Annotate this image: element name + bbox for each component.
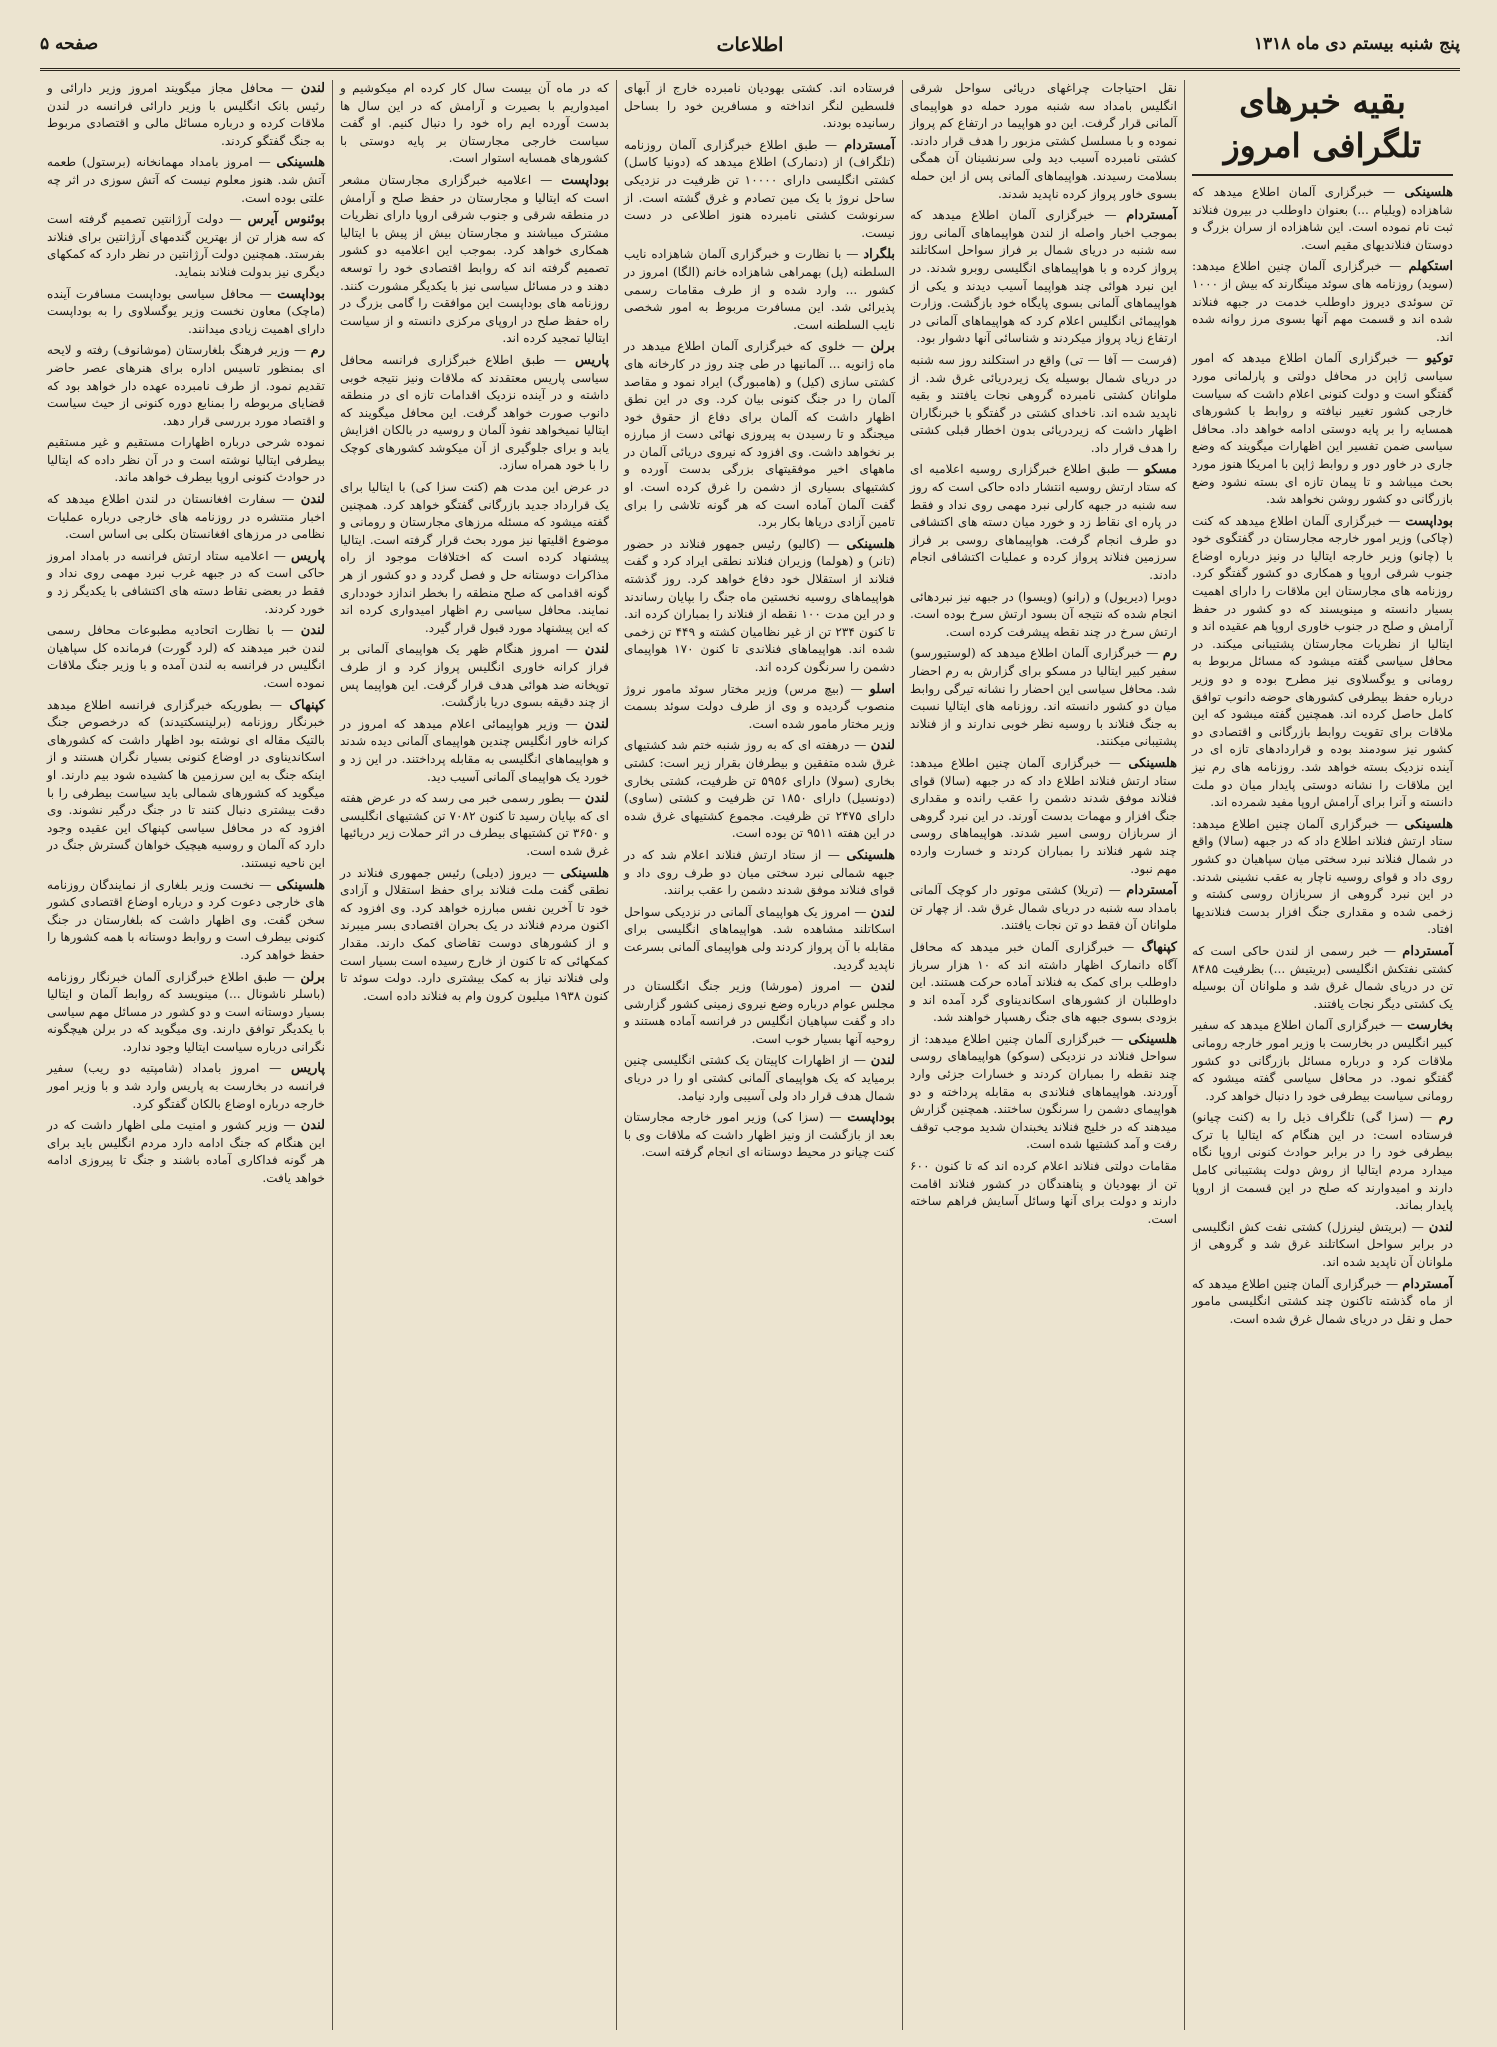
news-text: — وزیر کشور و امنیت ملی اظهار داشت که در این هنگام که جنگ ادامه دارد مردم انگلیس باید برای هر گونه فداکاری آماده باشند و جنگ تا پیروزی ادامه خواهد یافت. [47, 1118, 325, 1186]
news-dateline: آمستردام [1402, 1276, 1454, 1292]
news-text: — خبرگزاری آلمان چنین اطلاع میدهد: (سوید) روزنامه های سوئد مینگارند که بیش از ۱۰۰۰ تن سوئدی دیروز داوطلب خدمت در جبهه فنلاند شده اند و قسمت مهم آنها بسوی مرز روانه شده اند. [1191, 259, 1453, 344]
news-item [340, 641, 609, 711]
news-dateline: هلسینکی [1404, 185, 1453, 200]
news-item [910, 80, 1177, 203]
news-dateline: بخارست [1407, 1018, 1454, 1034]
paper-name: اطلاعات [716, 34, 784, 56]
news-item [340, 865, 609, 1006]
news-dateline: بوداپست [1405, 513, 1454, 529]
news-item [624, 137, 895, 243]
news-item [910, 939, 1177, 1027]
news-text: — طبق اطلاع خبرگزاری آلمان روزنامه (تلگراف) از (دنمارک) اطلاع میدهد که (دونیا کاسل) کشتی انگلیسی دارای ۱۰۰۰۰ تن ظرفیت در نزدیکی ساحل نروژ با یک مین تصادم و غرق گشته است. از سرنوشت کشتی نامبرده هنوز اطلاعی در دست نیست. [624, 137, 895, 240]
news-dateline: آمستردام [1126, 883, 1178, 899]
news-text: — سفارت افغانستان در لندن اطلاع میدهد که اخبار منتشره در روزنامه های خارجی درباره عملیات نظامی در مرزهای افغانستان بکلی بی اساس است. [47, 492, 325, 542]
news-dateline: هلسینکی [276, 877, 326, 893]
news-text: (فرست — آفا — تی) واقع در استکلند روز سه شنبه در دریای شمال بوسیله یک زیردریائی غرق شد. از ملوانان کشتی نامبرده گروهی نجات یافتند و بقیه ناپدید شده اند. ناخدای کشتی در گفتگو با خبرنگاران اظهار داشت که زیردریائی بدون اخطار قبلی کشتی را هدف قرار داد. [910, 352, 1177, 455]
news-text: — خلوی که خبرگزاری آلمان اطلاع میدهد در ماه ژانویه ... آلمانیها در طی چند روز در کارخانه های کشتی سازی (کیل) و (هامبورگ) ایراد نمود و مقاصد آلمان را در جنگ کنونی بیان کرد. وی در این نطق اظهار داشت که آلمان برای دفاع از حقوق خود میجنگد و تا رسیدن به پیروزی نهائی دست از مبارزه بر نخواهد داشت. وی افزود که نیروی دریائی آلمان در ماههای اخیر موفقیتهای بزرگی بدست آورده و کشتیهای بسیاری از دشمن را غرق کرده است. او گفت آلمان آماده است که هر گونه تلاشی را برای تامین آزادی دریاها بکار برد. [624, 339, 895, 530]
news-item [910, 1031, 1177, 1154]
news-column [902, 80, 1184, 2030]
news-item [47, 434, 325, 487]
news-item [910, 207, 1177, 348]
news-column [1184, 80, 1460, 2030]
news-text: — خبرگزاری آلمان اطلاع میدهد که شاهزاده (ویلیام ...) بعنوان داوطلب در بیرون فنلاند ثبت نام نموده است. این شاهزاده از سران بزرگ و دوستان فنلاندیهای مقیم است. [1192, 185, 1453, 252]
news-item [910, 461, 1177, 584]
news-item [624, 338, 895, 532]
news-item [47, 622, 325, 692]
news-dateline: بوئنوس آیرس [247, 212, 325, 228]
news-dateline: آمستردام [1126, 208, 1178, 224]
news-dateline: استکهلم [1408, 259, 1453, 275]
news-item [624, 80, 895, 133]
masthead [40, 28, 1460, 71]
news-dateline: بوداپست [277, 286, 325, 302]
news-dateline: هلسینکی [846, 847, 896, 863]
news-item [47, 1060, 325, 1113]
news-text: — امروز بامداد (شامپتیه دو ریب) سفیر فرانسه در بخارست به پاریس وارد شد و با وزیر امور خارجه درباره اوضاع بالکان گفتگو کرد. [47, 1061, 325, 1111]
news-dateline: کپنهاک [289, 697, 325, 713]
news-item [47, 877, 325, 965]
news-dateline: لندن [300, 623, 325, 639]
news-text: — وزیر فرهنگ بلغارستان (موشانوف) رفته و لایحه ای بمنظور تاسیس اداره برای هنرهای عصر حاضر تقدیم نمود. از طرف نامبرده عهده دار خواهد بود که قضایای مربوطه را بمنابع دوره کنونی از حیث سیاست و اقتصاد مورد بررسی قرار دهد. [47, 343, 325, 428]
news-text: — امروز یک هواپیمای آلمانی در نزدیکی سواحل اسکاتلند مشاهده شد. هواپیماهای انگلیسی برای مقابله با آن پرواز کردند ولی هواپیمای آلمانی بسرعت ناپدید گردید. [624, 904, 895, 972]
news-text: — از ستاد ارتش فنلاند اعلام شد که در جبهه شمالی نبرد سختی میان دو طرف روی داد و قوای فنلاند موفق شدند دشمن را عقب برانند. [624, 847, 895, 898]
news-text: — خبرگزاری آلمان چنین اطلاع میدهد: ستاد ارتش فنلاند اطلاع داد که در جبهه (سالا) قوای فنلاند موفق شدند دشمن را عقب رانده و مقداری جنگ افزار و مهمات بدست آورند. در این نبرد گروهی از سربازان روسی اسیر شدند. هواپیماهای روسی چند شهر فنلاند را بمباران کردند و خسارت وارده مهم نبود. [910, 755, 1177, 876]
news-item [340, 172, 609, 348]
news-item [340, 80, 609, 168]
section-banner: بقیه خبرهای تلگرافی امروز [1192, 80, 1453, 176]
news-dateline: هلسینکی [276, 155, 325, 171]
news-dateline: لندن [584, 642, 610, 658]
news-dateline: لندن [870, 979, 895, 995]
news-item [624, 847, 895, 900]
news-item [624, 1109, 895, 1162]
news-item [1192, 513, 1453, 812]
news-item [47, 1117, 325, 1187]
news-text: — نخست وزیر بلغاری از نمایندگان روزنامه های خارجی دعوت کرد و درباره اوضاع اقتصادی کشور سخن گفت. وی اظهار داشت که بلغارستان در جنگ کنونی بیطرف است و روابط دوستانه با همه کشورها را حفظ خواهد کرد. [47, 877, 325, 962]
news-text: — خبرگزاری آلمان اطلاع میدهد که سفیر کبیر انگلیس در بخارست با وزیر امور خارجه رومانی ملاقات کرد و درباره مسائل بازرگانی دو کشور گفتگو نمود. در محافل سیاسی گفته میشود که رومانی سیاست بیطرفی خود را دنبال خواهد کرد. [1192, 1018, 1453, 1103]
news-item [47, 969, 325, 1057]
news-text: نموده شرحی درباره اظهارات مستقیم و غیر مستقیم بیطرفی ایتالیا نوشته است و در آن نظر داده که ایتالیا در حوادث کنونی اروپا بیطرف خواهد ماند. [47, 435, 325, 485]
news-text: — اعلامیه ستاد ارتش فرانسه در بامداد امروز حاکی است که در جبهه غرب نبرد مهمی روی نداد و فقط در بعضی نقاط دسته های اکتشافی با یکدیگر زد و خورد کردند. [47, 548, 325, 616]
news-dateline: هلسینکی [1128, 755, 1177, 771]
news-text: — خبرگزاری آلمان خبر میدهد که محافل آگاه دانمارک اظهار داشته اند که ۱۰ هزار سرباز داوطلب برای کمک به فنلاند آماده حرکت هستند. این داوطلبان از کشورهای اسکاندیناوی گرد آمده اند و بزودی بسوی جبهه های جنگ رهسپار خواهند شد. [910, 939, 1177, 1025]
news-dateline: کپنهاگ [1141, 939, 1177, 955]
news-item [910, 589, 1177, 642]
news-dateline: آمستردام [844, 137, 895, 153]
news-dateline: پاریس [290, 548, 326, 564]
news-text: — بطور رسمی خبر می رسد که در عرض هفته ای که بپایان رسید تا کنون ۷۰۸۲ تن کشتیهای انگلیسی و ۳۶۵۰ تن کشتیهای بیطرف در اثر حملات زیر دریائیها غرق شده است. [340, 791, 609, 858]
news-item [624, 1052, 895, 1105]
news-text: — خبرگزاری آلمان اطلاع میدهد که (لوستیورسو) سفیر کبیر ایتالیا در مسکو برای گزارش به رم احضار شد. محافل سیاسی این احضار را نشانه تیرگی روابط میان دو کشور دانسته اند. روزنامه های ایتالیا نسبت به جنگ فنلاند با روسیه نظر خوبی ندارند و از فنلاند پشتیبانی میکنند. [910, 646, 1177, 749]
news-text: — خبرگزاری آلمان چنین اطلاع میدهد: از سواحل فنلاند در نزدیکی (سوکو) هواپیماهای روسی چند نقطه را بمباران کردند و خسارات جزئی وارد آوردند. هواپیماهای فنلاندی به مقابله پرداخته و دو هواپیمای دشمن را سرنگون ساختند. همچنین گزارش میدهند که در خلیج فنلاند یخبندان شدید موجب توقف رفت و آمد کشتیها شده است. [910, 1031, 1177, 1152]
news-dateline: لندن [300, 1118, 325, 1134]
news-item [47, 286, 325, 339]
news-text: — خبرگزاری آلمان اطلاع میدهد که کنت (چاکی) وزیر امور خارجه مجارستان در گفتگوی خود با (چانو) وزیر خارجه ایتالیا در ونیز درباره اوضاع جنوب شرقی اروپا و همکاری دو کشور گفتگو کرد. روزنامه های مجارستان این ملاقات را دارای اهمیت بسیار دانسته و مینویسند که دو کشور در حفظ آرامش و صلح در جنوب خاوری اروپا هم عقیده اند و ایتالیا از نظریات مجارستان پشتیبانی میکند. در محافل سیاسی گفته میشود که مسائل مربوط به رومانی و یوگسلاوی نیز مطرح بوده و دو وزیر درباره حفظ بیطرفی کشورهای حوضه دانوب توافق کامل حاصل کرده اند. همچنین گفته میشود که این ملاقات برای تقویت روابط بازرگانی و اقتصادی دو کشور نیز سودمند بوده و قراردادهای تازه ای در آینده نزدیک بسته خواهد شد. روزنامه های رم نیز این ملاقات را نشانه دوستی پایدار میان دو ملت دانسته و آنرا برای آرامش اروپا مفید شمرده اند. [1192, 513, 1453, 810]
news-text: — درهفته ای که به روز شنبه ختم شد کشتیهای غرق شده متفقین و بیطرفان بقرار زیر است: کشتی بخاری (سولا) دارای ۵۹۵۶ تن ظرفیت، کشتی بخاری (دونسیل) دارای ۱۸۵۰ تن ظرفیت و کشتی (ساوی) دارای ۲۴۷۵ تن ظرفیت. مجموع کشتیهای غرق شده در این هفته ۹۵۱۱ تن بوده است. [624, 738, 895, 841]
news-item [1192, 1017, 1453, 1105]
news-text: — (بیچ مرس) وزیر مختار سوئد مامور نروژ منصوب گردیده و وی از طرف دولت سوئد بسمت وزیر مختار مامور شده است. [624, 681, 895, 731]
page-number: صفحه ۵ [40, 34, 99, 54]
news-dateline: رم [1438, 1110, 1453, 1126]
news-item [1192, 816, 1453, 939]
news-dateline: آمستردام [1402, 943, 1453, 959]
news-dateline: پاریس [290, 1061, 326, 1077]
news-text: فرستاده اند. کشتی بهودیان نامبرده خارج از آبهای فلسطین لنگر انداخته و مسافرین خود را بساحل رسانیده بودند. [624, 81, 895, 131]
news-text: نقل احتیاجات چراغهای دریائی سواحل شرقی انگلیس بامداد سه شنبه مورد حمله دو هواپیمای آلمانی قرار گرفت. این دو هواپیما در ارتفاع کم پرواز نموده و با مسلسل کشتی مزبور را هدف قرار دادند. کشتی نامبرده آسیب دید ولی سرنشینان آن همگی بسلامت رسیدند. هواپیماهای آلمانی پس از این حمله بسوی خاور پرواز کرده ناپدید شدند. [910, 81, 1177, 201]
news-text: — (سزا گی) تلگراف ذیل را به (کنت چیانو) فرستاده است: در این هنگام که ایتالیا با ترک بیطرفی خود را در برابر حوادث کنونی اروپا نگاه میدارد مردم ایتالیا از روش دولت پشتیبانی کامل دارند و امیدوارند که صلح در این قسمت از اروپا پایدار بماند. [1192, 1110, 1453, 1213]
news-column [40, 80, 332, 2030]
news-text: — امروز بامداد مهمانخانه (برستول) طعمه آتش شد. هنوز معلوم نیست که آتش سوزی در اثر چه علتی بوده است. [47, 155, 325, 205]
news-text: — خبرگزاری آلمان اطلاع میدهد که بموجب اخبار واصله از لندن هواپیماهای آلمانی روز سه شنبه در دریای شمال بر فراز سواحل اسکاتلند پرواز کرده و با هواپیماهای انگلیسی روبرو شدند. در این نبرد هوائی چند هواپیما آسیب دیدند و یکی از هواپیماهای آلمانی بسوی پایگاه خود بازگشت. وزارت هواپیمائی انگلیس اعلام کرد که هواپیماهای آلمانی در ارتفاع زیاد پرواز میکردند و شناسائی آنها دشوار بود. [910, 208, 1177, 346]
news-text: — خبرگزاری آلمان چنین اطلاع میدهد: ستاد ارتش فنلاند اطلاع داد که در جبهه (سالا) واقع در شمال فنلاند نبرد سختی میان سپاهیان دو کشور روی داد و قوای روسیه ناچار به عقب نشینی شدند. در این نبرد گروهی از سربازان روسی کشته و زخمی شده و مقداری جنگ افزار بدست فنلاندیها افتاد. [1192, 816, 1453, 937]
news-item [624, 904, 895, 974]
news-text: در عرض این مدت هم (کنت سزا کی) با ایتالیا برای یک قرارداد جدید بازرگانی گفتگو خواهد کرد. همچنین گفته میشود که مسئله مرزهای مجارستان و رومانی و موضوع اقلیتها نیز مورد بحث قرار گرفته است. ایتالیا پیشنهاد کرده است که اختلافات موجود از راه مذاکرات دوستانه حل و فصل گردد و دو کشور از هر گونه اقدامی که صلح منطقه را بخطر اندازد خودداری نمایند. محافل سیاسی رم اظهار امیدواری کرده اند که این پیشنهاد مورد قبول قرار گیرد. [340, 480, 609, 635]
news-dateline: برلن [870, 339, 896, 355]
news-text: — طبق اطلاع خبرگزاری فرانسه محافل سیاسی پاریس معتقدند که ملاقات ونیز نتیجه خوبی داشته و در آینده نزدیک اقدامات تازه ای در منطقه دانوب صورت خواهد گرفت. این محافل میگویند که ایتالیا نمیخواهد نفوذ آلمان و روسیه در بالکان افزایش یابد و برای جلوگیری از آن میکوشد کشورهای کوچک را با خود همراه سازد. [340, 352, 609, 473]
news-item [1192, 1276, 1453, 1329]
news-dateline: لندن [1428, 1219, 1454, 1235]
news-dateline: بوداپست [561, 172, 609, 188]
news-dateline: پاریس [574, 352, 609, 368]
news-page [40, 80, 1460, 2030]
news-item [47, 491, 325, 544]
news-text: — طبق اطلاع خبرگزاری روسیه اعلامیه ای که ستاد ارتش روسیه انتشار داده حاکی است که روز سه شنبه در جبهه کارلی نبرد مهمی روی نداد و فقط در پاره ای نقاط زد و خورد میان دسته های اکتشافی دو طرف انجام گرفت. هواپیماهای روسی بر فراز سرزمین فنلاند پرواز کرده و عملیات اکتشافی انجام دادند. [910, 462, 1177, 583]
news-item [624, 246, 895, 334]
news-text: — وزیر هواپیمائی اعلام میدهد که امروز در کرانه خاور انگلیس چندین هواپیمای آلمانی دیده شدند و هواپیماهای انگلیسی به مقابله پرداختند. در این زد و خورد یک هواپیمای آلمانی آسیب دید. [340, 716, 609, 784]
news-text: که در ماه آن بیست سال کار کرده ام میکوشیم و امیدواریم با بصیرت و آرامش که در این سال ها بدست آورده ایم راه خود را دنبال کنیم. او گفت سیاست خارجی مجارستان بر پایه دوستی با کشورهای همسایه استوار است. [340, 81, 609, 166]
news-text: — خبرگزاری آلمان چنین اطلاع میدهد که از ماه گذشته تاکنون چند کشتی انگلیسی مامور حمل و نقل در دریای شمال غرق شده است. [1192, 1276, 1453, 1326]
news-text: — دیروز (دیلی) رئیس جمهوری فنلاند در نطقی گفت ملت فنلاند برای حفظ استقلال و آزادی خود تا آخرین نفس مبارزه خواهد کرد. وی افزود که اکنون مردم فنلاند در یک بحران اقتصادی بسر میبرند و از کشورهای دوست تقاضای کمک دارند. مقدار کمکهائی که تا کنون از خارج رسیده است بسیار است ولی فنلاند نیاز به کمک بیشتری دارد. دولت سوئد تا کنون ۱۹۳۸ میلیون کرون وام به فنلاند داده است. [340, 865, 609, 1003]
news-dateline: برلن [300, 969, 326, 985]
news-item [910, 352, 1177, 458]
news-text: — خبر رسمی از لندن حاکی است که کشتی نفتکش انگلیسی (بریتیش ...) بظرفیت ۸۴۸۵ تن در دریای شمال غرق شد و ملوانان آن بوسیله یک کشتی دیگر نجات یافتند. [1192, 943, 1453, 1011]
news-dateline: لندن [584, 791, 609, 807]
news-item [910, 1158, 1177, 1228]
news-item [1192, 1109, 1453, 1215]
news-item [910, 755, 1177, 878]
news-text: — امروز (مورشا) وزیر جنگ انگلستان در مجلس عوام درباره وضع نیروی زمینی کشور گزارشی داد و گفت سپاهیان انگلیس در فرانسه آماده هستند و روحیه آنها بسیار خوب است. [624, 979, 895, 1046]
news-item [910, 645, 1177, 751]
news-text: — با نظارت و خبرگزاری آلمان شاهزاده نایب السلطنه (پل) بهمراهی شاهزاده خانم (الگا) امروز در کشور ... وارد شده و از طرف مقامات رسمی پذیرائی شد. این مسافرت مربوط به امور شخصی نایب السلطنه است. [624, 247, 895, 332]
news-item [1192, 1219, 1453, 1272]
news-item [624, 681, 895, 734]
news-text: — اعلامیه خبرگزاری مجارستان مشعر است که ایتالیا و مجارستان در حفظ صلح و آرامش در منطقه شرقی و جنوب شرقی اروپا دارای نظریات مشترک میباشند و مجارستان بیش از پیش با ایتالیا همکاری خواهد کرد. بموجب این اعلامیه دو کشور تصمیم گرفته اند که روابط اقتصادی خود را توسعه دهند و در مسائل سیاسی نیز با یکدیگر مشورت کنند. روزنامه های بوداپست این موافقت را گامی بزرگ در راه حفظ صلح در اروپای مرکزی دانسته و از سیاست ایتالیا تمجید کرده اند. [340, 172, 609, 346]
news-item [624, 737, 895, 843]
news-dateline: لندن [584, 716, 609, 732]
news-dateline: رم [1162, 646, 1178, 662]
news-item [1192, 184, 1453, 254]
news-item [624, 978, 895, 1048]
news-text: — (سزا کی) وزیر امور خارجه مجارستان بعد از بازگشت از ونیز اظهار داشت که ملاقات وی با کنت چیانو در محیط دوستانه ای انجام گرفته است. [624, 1110, 895, 1160]
news-dateline: لندن [300, 492, 325, 508]
news-item [624, 536, 895, 677]
news-item [1192, 350, 1453, 508]
news-column [332, 80, 616, 2030]
news-item [910, 882, 1177, 935]
news-text: — با نظارت اتحادیه مطبوعات محافل رسمی لندن خبر میدهند که (لرد گورت) فرمانده کل سپاهیان انگلیس در فرانسه به لندن آمده و با وزیر جنگ ملاقات نموده است. [47, 623, 325, 690]
news-text: — محافل مجاز میگویند امروز وزیر دارائی و رئیس بانک انگلیس با وزیر دارائی فرانسه در لندن ملاقات کرده و درباره مسائل مالی و اقتصادی مربوط به جنگ گفتگو کردند. [47, 81, 325, 148]
news-dateline: هلسینکی [560, 865, 610, 881]
news-dateline: لندن [870, 904, 896, 920]
news-dateline: بلگراد [863, 247, 895, 263]
news-item [340, 716, 609, 786]
news-dateline: لندن [870, 1053, 895, 1069]
news-item [1192, 943, 1453, 1013]
news-column [616, 80, 902, 2030]
news-item [1192, 258, 1453, 346]
news-text: — طبق اطلاع خبرگزاری آلمان خبرنگار روزنامه (باسلر ناشونال ...) مینویسد که روابط آلمان و ایتالیا بسیار دوستانه است و دو کشور در مسائل مهم سیاسی با یکدیگر توافق دارند. وی میگوید که در برلن هیچگونه نگرانی درباره سیاست ایتالیا وجود ندارد. [47, 969, 325, 1054]
news-text: — از اظهارات کاپیتان یک کشتی انگلیسی چنین برمیاید که یک هواپیمای آلمانی کشتی او را در دریای شمال هدف قرار داد ولی آسیبی وارد نیامد. [624, 1053, 895, 1103]
news-item [47, 211, 325, 281]
news-item [340, 352, 609, 475]
news-item [47, 342, 325, 430]
news-text: — (تریلا) کشتی موتور دار کوچک آلمانی بامداد سه شنبه در دریای شمال غرق شد. از چهار تن ملوانان آن فقط دو تن نجات یافتند. [910, 883, 1177, 933]
news-dateline: اسلو [869, 681, 896, 697]
issue-date: پنج شنبه بیستم دی ماه ۱۳۱۸ [1253, 34, 1460, 54]
news-item [340, 479, 609, 637]
news-item [47, 80, 325, 150]
news-text: مقامات دولتی فنلاند اعلام کرده اند که تا کنون ۶۰۰ تن از بهودیان و پناهندگان در کشور فنلاند اقامت دارند و دولت برای آنها وسائل آسایش فراهم ساخته است. [910, 1159, 1177, 1226]
news-text: — امروز هنگام ظهر یک هواپیمای آلمانی بر فراز کرانه خاوری انگلیس پرواز کرد و از طرف توپخانه ضد هوائی هدف قرار گرفت. این هواپیما پس از چند دقیقه بسوی دریا بازگشت. [340, 642, 609, 710]
news-text: دوبرا (دیریول) و (رانو) (ویسوا) در جبهه نیز نبردهائی انجام شده که نتیجه آن بسود ارتش سرخ بوده است. ارتش سرخ در چند نقطه پیشرفت کرده است. [910, 589, 1177, 639]
news-text: — بطوریکه خبرگزاری فرانسه اطلاع میدهد خبرنگار روزنامه (برلینسکتیدند) که درخصوص جنگ بالتیک مقاله ای نوشته بود اظهار داشت که کشورهای اسکاندیناوی در اوضاع کنونی بسیار نگران هستند و از اینکه جنگ به این سرزمین ها کشیده شود بیم دارند. او میگوید که کشورهای شمالی باید سیاست بیطرفی را با دقت بیشتری دنبال کنند تا در جنگ درگیر نشوند. وی افزود که در محافل سیاسی کپنهاک این عقیده وجود دارد که آلمان و روسیه هیچیک خواهان گسترش جنگ در این ناحیه نیستند. [47, 697, 325, 870]
news-text: — (بریتش لینرزل) کشتی نفت کش انگلیسی در برابر سواحل اسکاتلند غرق شد و گروهی از ملوانان آن ناپدید شده اند. [1192, 1219, 1453, 1270]
news-dateline: هلسینکی [846, 536, 895, 552]
news-dateline: لندن [870, 738, 895, 754]
news-dateline: رم [310, 343, 325, 359]
news-text: — (کالیو) رئیس جمهور فنلاند در حضور (تانر) و (هولما) وزیران فنلاند نطقی ایراد کرد و گفت فنلاند از استقلال خود دفاع خواهد کرد. روز گذشته هواپیماهای روسیه نخستین ماه جنگ را بپایان رساندند و در این مدت ۱۰۰ نقطه از فنلاند را بمباران کرده اند. تا کنون ۲۳۴ تن از غیر نظامیان کشته و ۴۴۹ تن زخمی شده اند. هواپیماهای فنلاندی تا کنون ۱۷۰ هواپیمای دشمن را سرنگون کرده اند. [624, 536, 895, 674]
news-text: — خبرگزاری آلمان اطلاع میدهد که امور سیاسی ژاپن در محافل دولتی و پارلمانی مورد گفتگو است و دولت کنونی اعلام داشت که سیاست خارجی کشور تغییر نیافته و روابط با کشورهای همسایه را بر پایه دوستی ادامه خواهد داد. محافل سیاسی ضمن تفسیر این اظهارات میگویند که وضع جاری در خاور دور و روابط ژاپن با امریکا هنوز مورد بحث میباشد و تا پیمان تازه ای بسته نشود وضع بازرگانی دو کشور روشن نخواهد شد. [1192, 351, 1453, 507]
news-dateline: لندن [300, 81, 325, 96]
news-item [47, 154, 325, 207]
news-dateline: مسکو [1144, 462, 1177, 478]
news-item [47, 697, 325, 873]
news-dateline: هلسینکی [1128, 1031, 1177, 1047]
news-item [340, 790, 609, 860]
news-dateline: هلسینکی [1404, 816, 1453, 832]
news-item [47, 548, 325, 618]
news-text: — دولت آرژانتین تصمیم گرفته است که سه هزار تن از بهترین گندمهای آرژانتین برای فنلاند بفرستد. همچنین دولت آرژانتین در نظر دارد که کمکهای دیگری نیز بدولت فنلاند بنماید. [47, 212, 325, 279]
news-text: — محافل سیاسی بوداپست مسافرت آینده (ماچک) معاون نخست وزیر یوگسلاوی را به بوداپست دارای اهمیت زیادی میدانند. [47, 286, 325, 336]
news-dateline: توکیو [1425, 351, 1453, 367]
news-dateline: بوداپست [847, 1110, 895, 1126]
